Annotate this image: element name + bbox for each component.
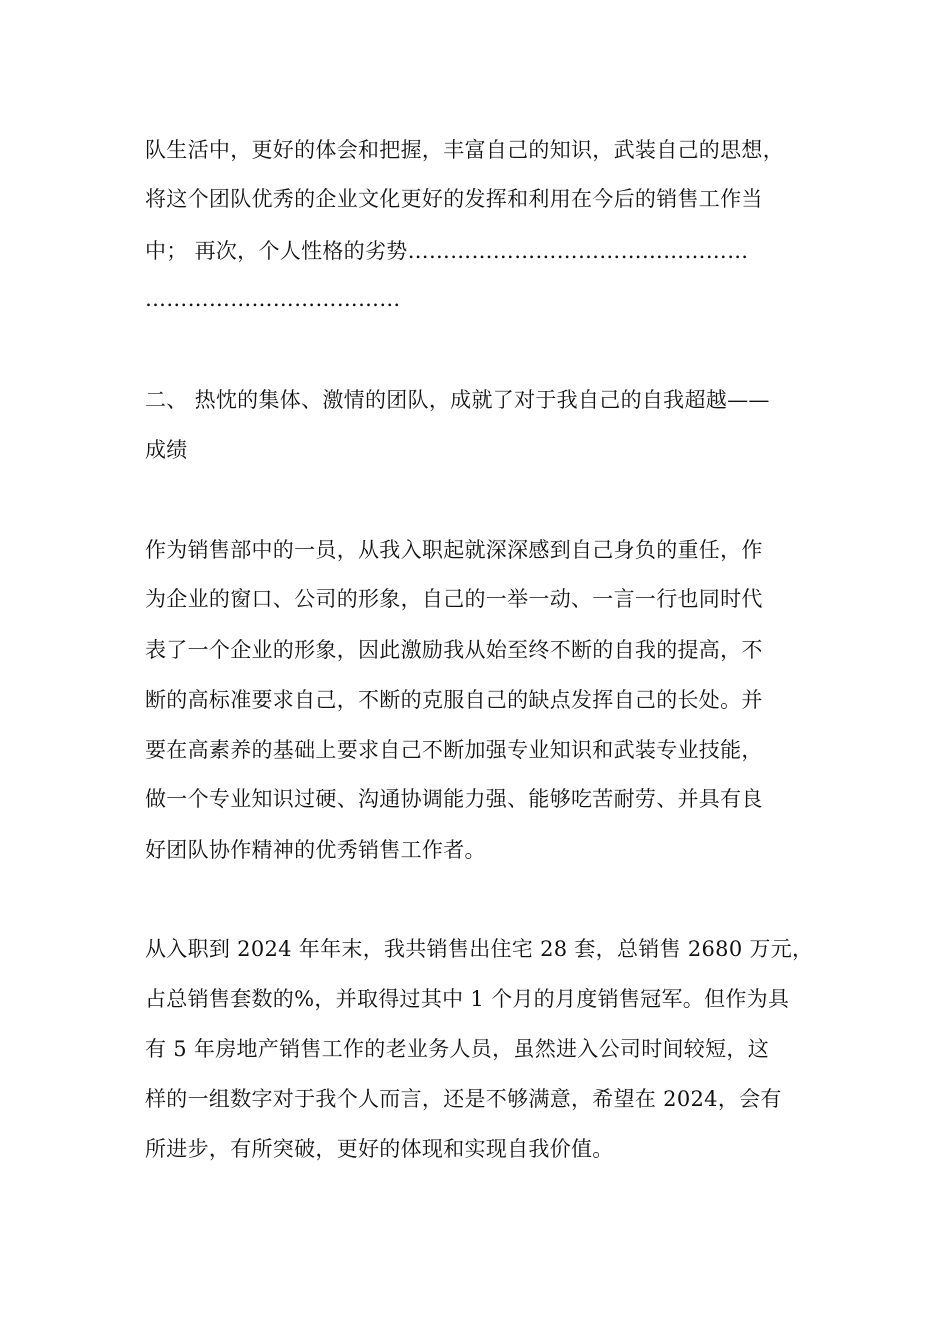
intro-line-2: 将这个团队优秀的企业文化更好的发挥和利用在今后的销售工作当: [145, 187, 763, 211]
section-two-heading-line-2: 成绩: [145, 438, 188, 462]
paragraph-two-line-2: 占总销售套数的%，并取得过其中 1 个月的月度销售冠军。但作为具: [145, 987, 790, 1011]
paragraph-two-line-3: 有 5 年房地产销售工作的老业务人员，虽然进入公司时间较短，这: [145, 1037, 770, 1061]
paragraph-one-line-4: 断的高标准要求自己，不断的克服自己的缺点发挥自己的长处。并: [145, 688, 763, 712]
section-two-heading-line-1: 二、 热忱的集体、激情的团队，成就了对于我自己的自我超越——: [145, 388, 770, 412]
intro-line-4: ………………………………: [145, 287, 401, 311]
paragraph-two-line-1: 从入职到 2024 年年末，我共销售出住宅 28 套，总销售 2680 万元，: [145, 937, 814, 961]
intro-line-3: 中； 再次，个人性格的劣势…………………………………………: [145, 239, 749, 263]
paragraph-two-line-5: 所进步，有所突破，更好的体现和实现自我价值。: [145, 1137, 614, 1161]
paragraph-one-line-3: 表了一个企业的形象，因此激励我从始至终不断的自我的提高，不: [145, 638, 763, 662]
intro-line-1: 队生活中，更好的体会和把握，丰富自己的知识，武装自己的思想，: [145, 138, 784, 162]
paragraph-one-line-1: 作为销售部中的一员，从我入职起就深深感到自己身负的重任，作: [145, 538, 763, 562]
paragraph-one-line-2: 为企业的窗口、公司的形象，自己的一举一动、一言一行也同时代: [145, 587, 763, 611]
paragraph-one-line-5: 要在高素养的基础上要求自己不断加强专业知识和武装专业技能，: [145, 738, 763, 762]
paragraph-one-line-7: 好团队协作精神的优秀销售工作者。: [145, 838, 486, 862]
paragraph-two-line-4: 样的一组数字对于我个人而言，还是不够满意，希望在 2024，会有: [145, 1087, 782, 1111]
paragraph-one-line-6: 做一个专业知识过硬、沟通协调能力强、能够吃苦耐劳、并具有良: [145, 787, 763, 811]
